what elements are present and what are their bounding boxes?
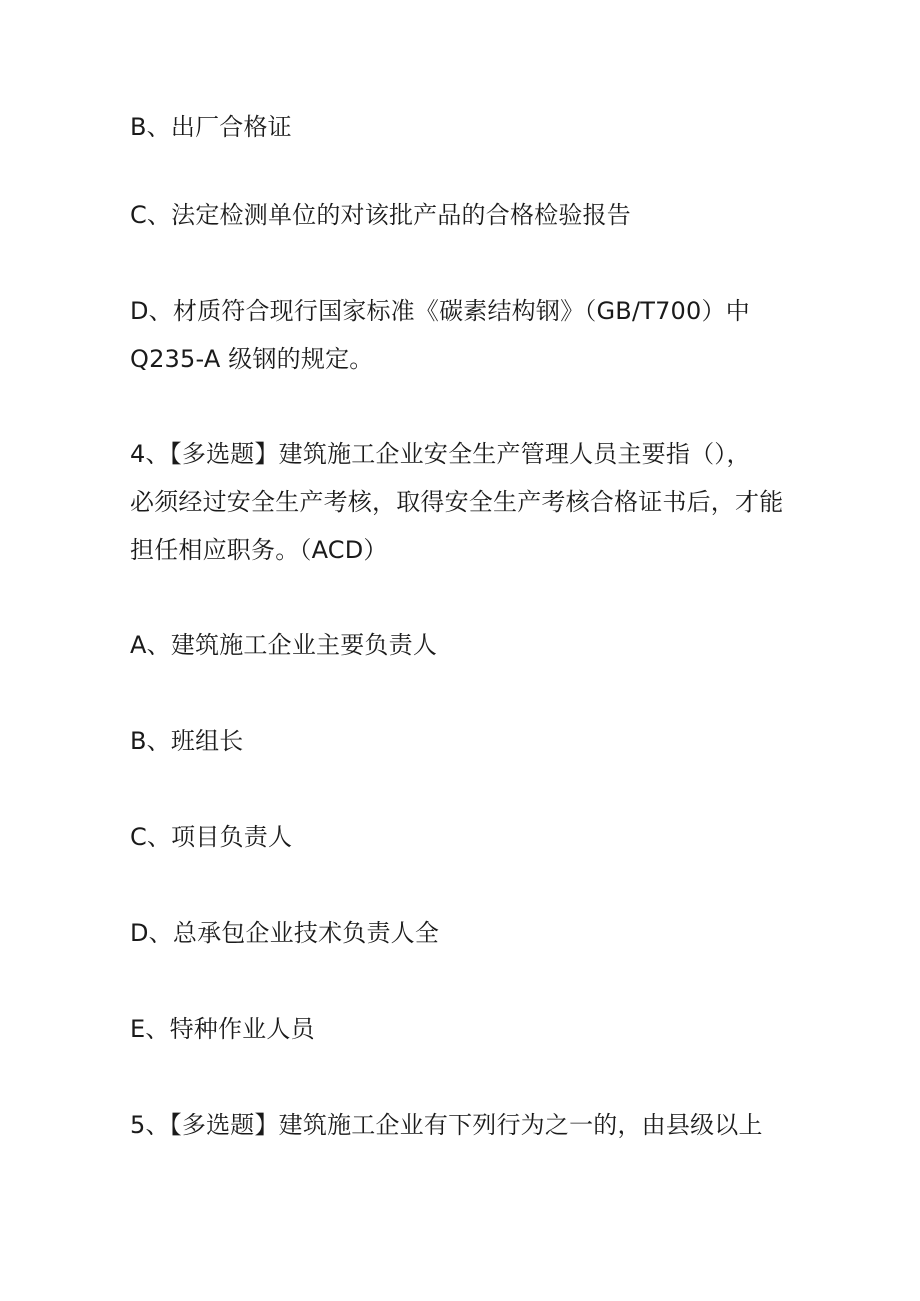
q4-option-a: A、建筑施工企业主要负责人 — [130, 631, 438, 659]
q3-option-d-line2: Q235-A 级钢的规定。 — [130, 345, 374, 373]
q4-option-d: D、总承包企业技术负责人全 — [130, 919, 440, 947]
q5-question-line1: 5、【多选题】建筑施工企业有下列行为之一的，由县级以上 — [130, 1111, 763, 1139]
q3-option-d-line1: D、材质符合现行国家标准《碳素结构钢》（GB/T700）中 — [130, 297, 750, 325]
q3-option-c: C、法定检测单位的对该批产品的合格检验报告 — [130, 201, 631, 229]
q4-option-b: B、班组长 — [130, 727, 244, 755]
q4-question-line1: 4、【多选题】建筑施工企业安全生产管理人员主要指（）， — [130, 440, 751, 468]
q4-option-e: E、特种作业人员 — [130, 1015, 315, 1043]
q4-question-line2: 必须经过安全生产考核，取得安全生产考核合格证书后，才能 — [130, 488, 784, 516]
q3-option-b: B、出厂合格证 — [130, 113, 292, 141]
q4-question-line3: 担任相应职务。（ACD） — [130, 536, 388, 564]
q4-option-c: C、项目负责人 — [130, 823, 293, 851]
